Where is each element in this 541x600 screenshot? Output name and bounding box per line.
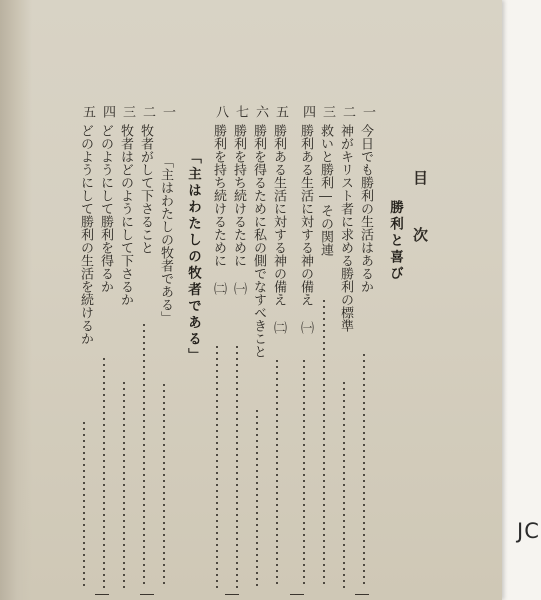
section1-item-num: 七 bbox=[233, 105, 248, 118]
section1-item-num: 五 bbox=[273, 105, 288, 118]
section1-item-text: 勝利を得るために私の側でなすべきこと bbox=[251, 124, 266, 358]
section2-item-text: 牧者はどのようにして下さるか bbox=[118, 124, 133, 306]
page-number-mark bbox=[95, 594, 109, 598]
leader-dots bbox=[142, 322, 146, 588]
section2-heading: 「主はわたしの牧者である」 bbox=[185, 150, 201, 365]
page-binding-shadow bbox=[0, 0, 32, 600]
section1-item-num: 八 bbox=[213, 105, 228, 118]
section2-item-text: 牧者がして下さること bbox=[138, 124, 153, 254]
section2-item-num: 四 bbox=[100, 105, 115, 118]
section2-item-num: 二 bbox=[140, 105, 155, 118]
section1-item-num: 三 bbox=[320, 105, 335, 118]
section1-item-num: 六 bbox=[253, 105, 268, 118]
leader-dots bbox=[362, 352, 366, 588]
leader-dots bbox=[255, 408, 259, 588]
leader-dots bbox=[302, 358, 306, 588]
section2-item-num: 三 bbox=[120, 105, 135, 118]
leader-dots bbox=[102, 356, 106, 588]
leader-dots bbox=[122, 380, 126, 588]
section1-item-text: 勝利を持ち続けるために ㈡ bbox=[211, 124, 226, 295]
leader-dots bbox=[235, 344, 239, 588]
section1-item-text: 勝利ある生活に対する神の備え ㈠ bbox=[298, 124, 313, 334]
page-number-mark bbox=[355, 594, 369, 598]
leader-dots bbox=[215, 344, 219, 588]
leader-dots bbox=[342, 380, 346, 588]
section2-item-text: どのようにして勝利を得るか bbox=[98, 124, 113, 293]
section1-heading: 勝利と喜び bbox=[387, 200, 403, 283]
section2-item-text: 「主はわたしの牧者である」 bbox=[158, 155, 173, 324]
page-number-mark bbox=[140, 594, 154, 598]
section2-item-text: どのようにして勝利の生活を続けるか bbox=[78, 124, 93, 345]
section2-item-num: 五 bbox=[80, 105, 95, 118]
section1-item-text: 神がキリスト者に求める勝利の標準 bbox=[338, 124, 353, 332]
toc-title: 目 次 bbox=[411, 170, 429, 254]
leader-dots bbox=[162, 382, 166, 588]
section1-item-num: 四 bbox=[300, 105, 315, 118]
leader-dots bbox=[82, 420, 86, 588]
page-number-mark bbox=[225, 594, 239, 598]
section2-item-num: 一 bbox=[160, 105, 175, 118]
section1-item-num: 二 bbox=[340, 105, 355, 118]
section1-item-num: 一 bbox=[360, 105, 375, 118]
section1-item-text: 勝利ある生活に対する神の備え ㈡ bbox=[271, 124, 286, 334]
cover-edge-text: JC bbox=[517, 519, 540, 543]
section1-item-text: 今日でも勝利の生活はあるか bbox=[358, 124, 373, 293]
section1-item-text: 勝利を持ち続けるために ㈠ bbox=[231, 124, 246, 295]
section1-item-text: 救いと勝利―その関連 bbox=[318, 124, 333, 256]
leader-dots bbox=[275, 358, 279, 588]
page-number-mark bbox=[290, 594, 304, 598]
leader-dots bbox=[322, 298, 326, 588]
